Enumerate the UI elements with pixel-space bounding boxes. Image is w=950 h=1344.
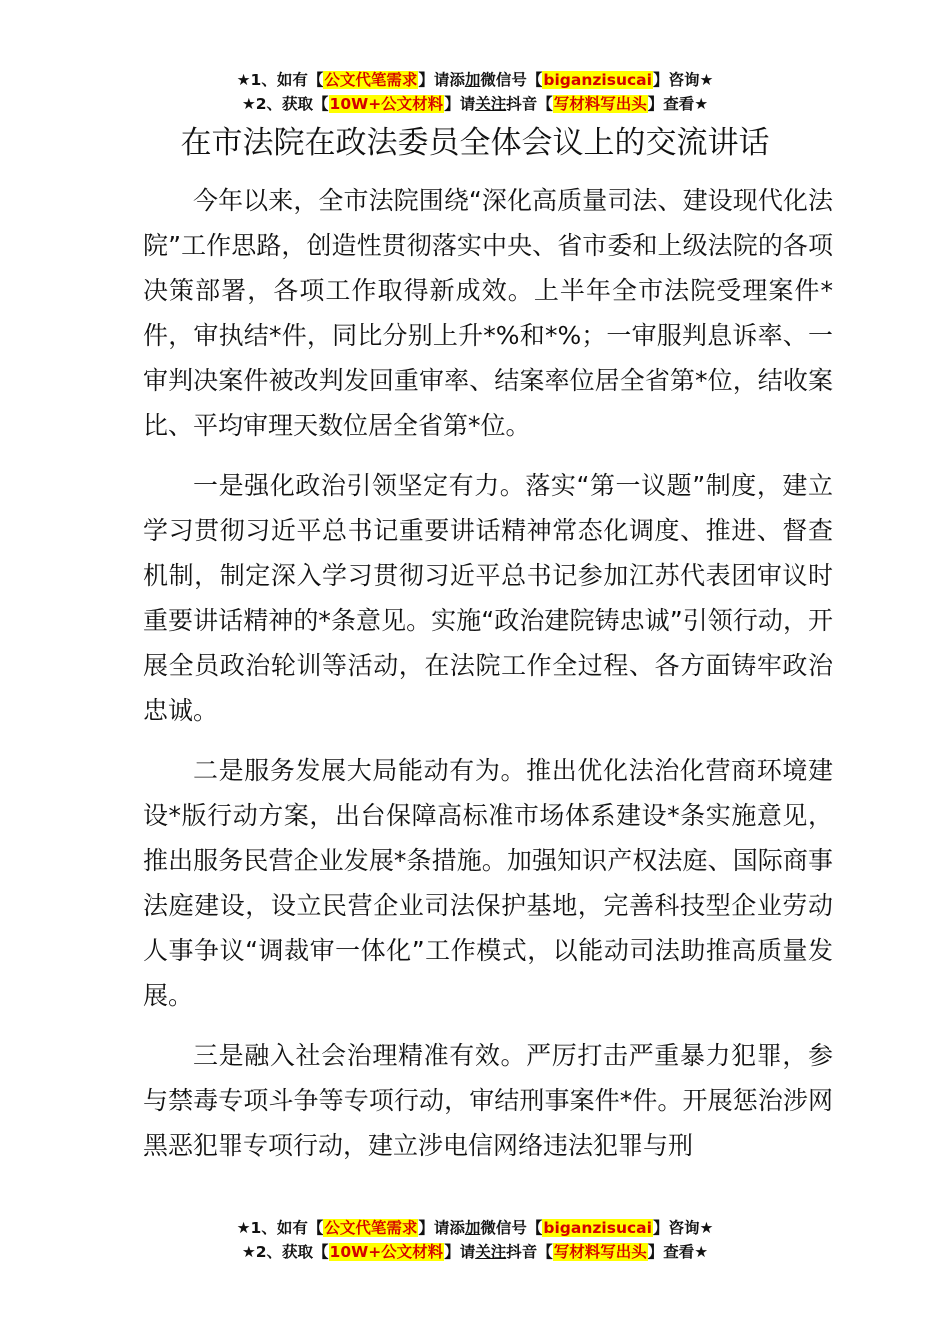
banner-text: 】咨询★	[652, 71, 714, 89]
banner-underlined-text: 加	[464, 71, 481, 89]
banner-line-2	[0, 1240, 950, 1264]
top-banner	[0, 68, 950, 116]
bottom-banner	[0, 1216, 950, 1264]
banner-highlight: 公文代笔需求	[324, 71, 418, 89]
banner-text: 】请	[444, 1243, 476, 1261]
banner-text: 微信号【	[480, 1219, 543, 1237]
banner-line-1	[0, 1216, 950, 1240]
banner-highlight: 10W+公文材料	[329, 95, 444, 113]
document-body	[143, 178, 833, 1183]
banner-highlight: 公文代笔需求	[324, 1219, 418, 1237]
banner-highlight: 10W+公文材料	[329, 1243, 444, 1261]
banner-douyin-account: 写材料写出头	[553, 95, 647, 113]
paragraph: 今年以来，全市法院围绕“深化高质量司法、建设现代化法院”工作思路，创造性贯彻落实中央、省市委和上级法院的各项决策部署，各项工作取得新成效。上半年全市法院受理案件*件，审执结*件，同比分别上升*%和*%；一审服判息诉率、一审判决案件被改判发回重审率、结案率位居全省第*位，结收案比、平均审理天数位居全省第*位。	[143, 186, 833, 440]
banner-douyin-account: 写材料写出头	[553, 1243, 647, 1261]
banner-underlined-text: 关注	[475, 1243, 507, 1261]
banner-text: 】请	[444, 95, 476, 113]
banner-line-2	[0, 92, 950, 116]
banner-text: 】请添	[418, 1219, 465, 1237]
banner-text: ★1、如有【	[236, 1219, 324, 1237]
paragraph: 三是融入社会治理精准有效。严厉打击严重暴力犯罪，参与禁毒专项斗争等专项行动，审结刑事案件*件。开展惩治涉网黑恶犯罪专项行动，建立涉电信网络违法犯罪与刑	[143, 1041, 833, 1160]
banner-text: 】查看★	[647, 1243, 709, 1261]
banner-wechat-id: biganzisucai	[543, 71, 652, 89]
banner-text: ★2、获取【	[241, 95, 329, 113]
banner-underlined-text: 加	[464, 1219, 481, 1237]
document-title: 在市法院在政法委员全体会议上的交流讲话	[180, 125, 770, 161]
banner-text: 微信号【	[480, 71, 543, 89]
banner-text: 抖音【	[506, 95, 553, 113]
banner-text: ★2、获取【	[241, 1243, 329, 1261]
banner-text: 】请添	[418, 71, 465, 89]
paragraph: 一是强化政治引领坚定有力。落实“第一议题”制度，建立学习贯彻习近平总书记重要讲话精神常态化调度、推进、督查机制，制定深入学习贯彻习近平总书记参加江苏代表团审议时重要讲话精神的*条意见。实施“政治建院铸忠诚”引领行动，开展全员政治轮训等活动，在法院工作全过程、各方面铸牢政治忠诚。	[143, 471, 833, 725]
banner-text: ★1、如有【	[236, 71, 324, 89]
banner-text: 抖音【	[506, 1243, 553, 1261]
banner-underlined-text: 关注	[475, 95, 507, 113]
banner-text: 】查看★	[647, 95, 709, 113]
paragraph: 二是服务发展大局能动有为。推出优化法治化营商环境建设*版行动方案，出台保障高标准市场体系建设*条实施意见，推出服务民营企业发展*条措施。加强知识产权法庭、国际商事法庭建设，设立民营企业司法保护基地，完善科技型企业劳动人事争议“调裁审一体化”工作模式，以能动司法助推高质量发展。	[143, 756, 833, 1010]
banner-text: 】咨询★	[652, 1219, 714, 1237]
banner-wechat-id: biganzisucai	[543, 1219, 652, 1237]
banner-line-1	[0, 68, 950, 92]
